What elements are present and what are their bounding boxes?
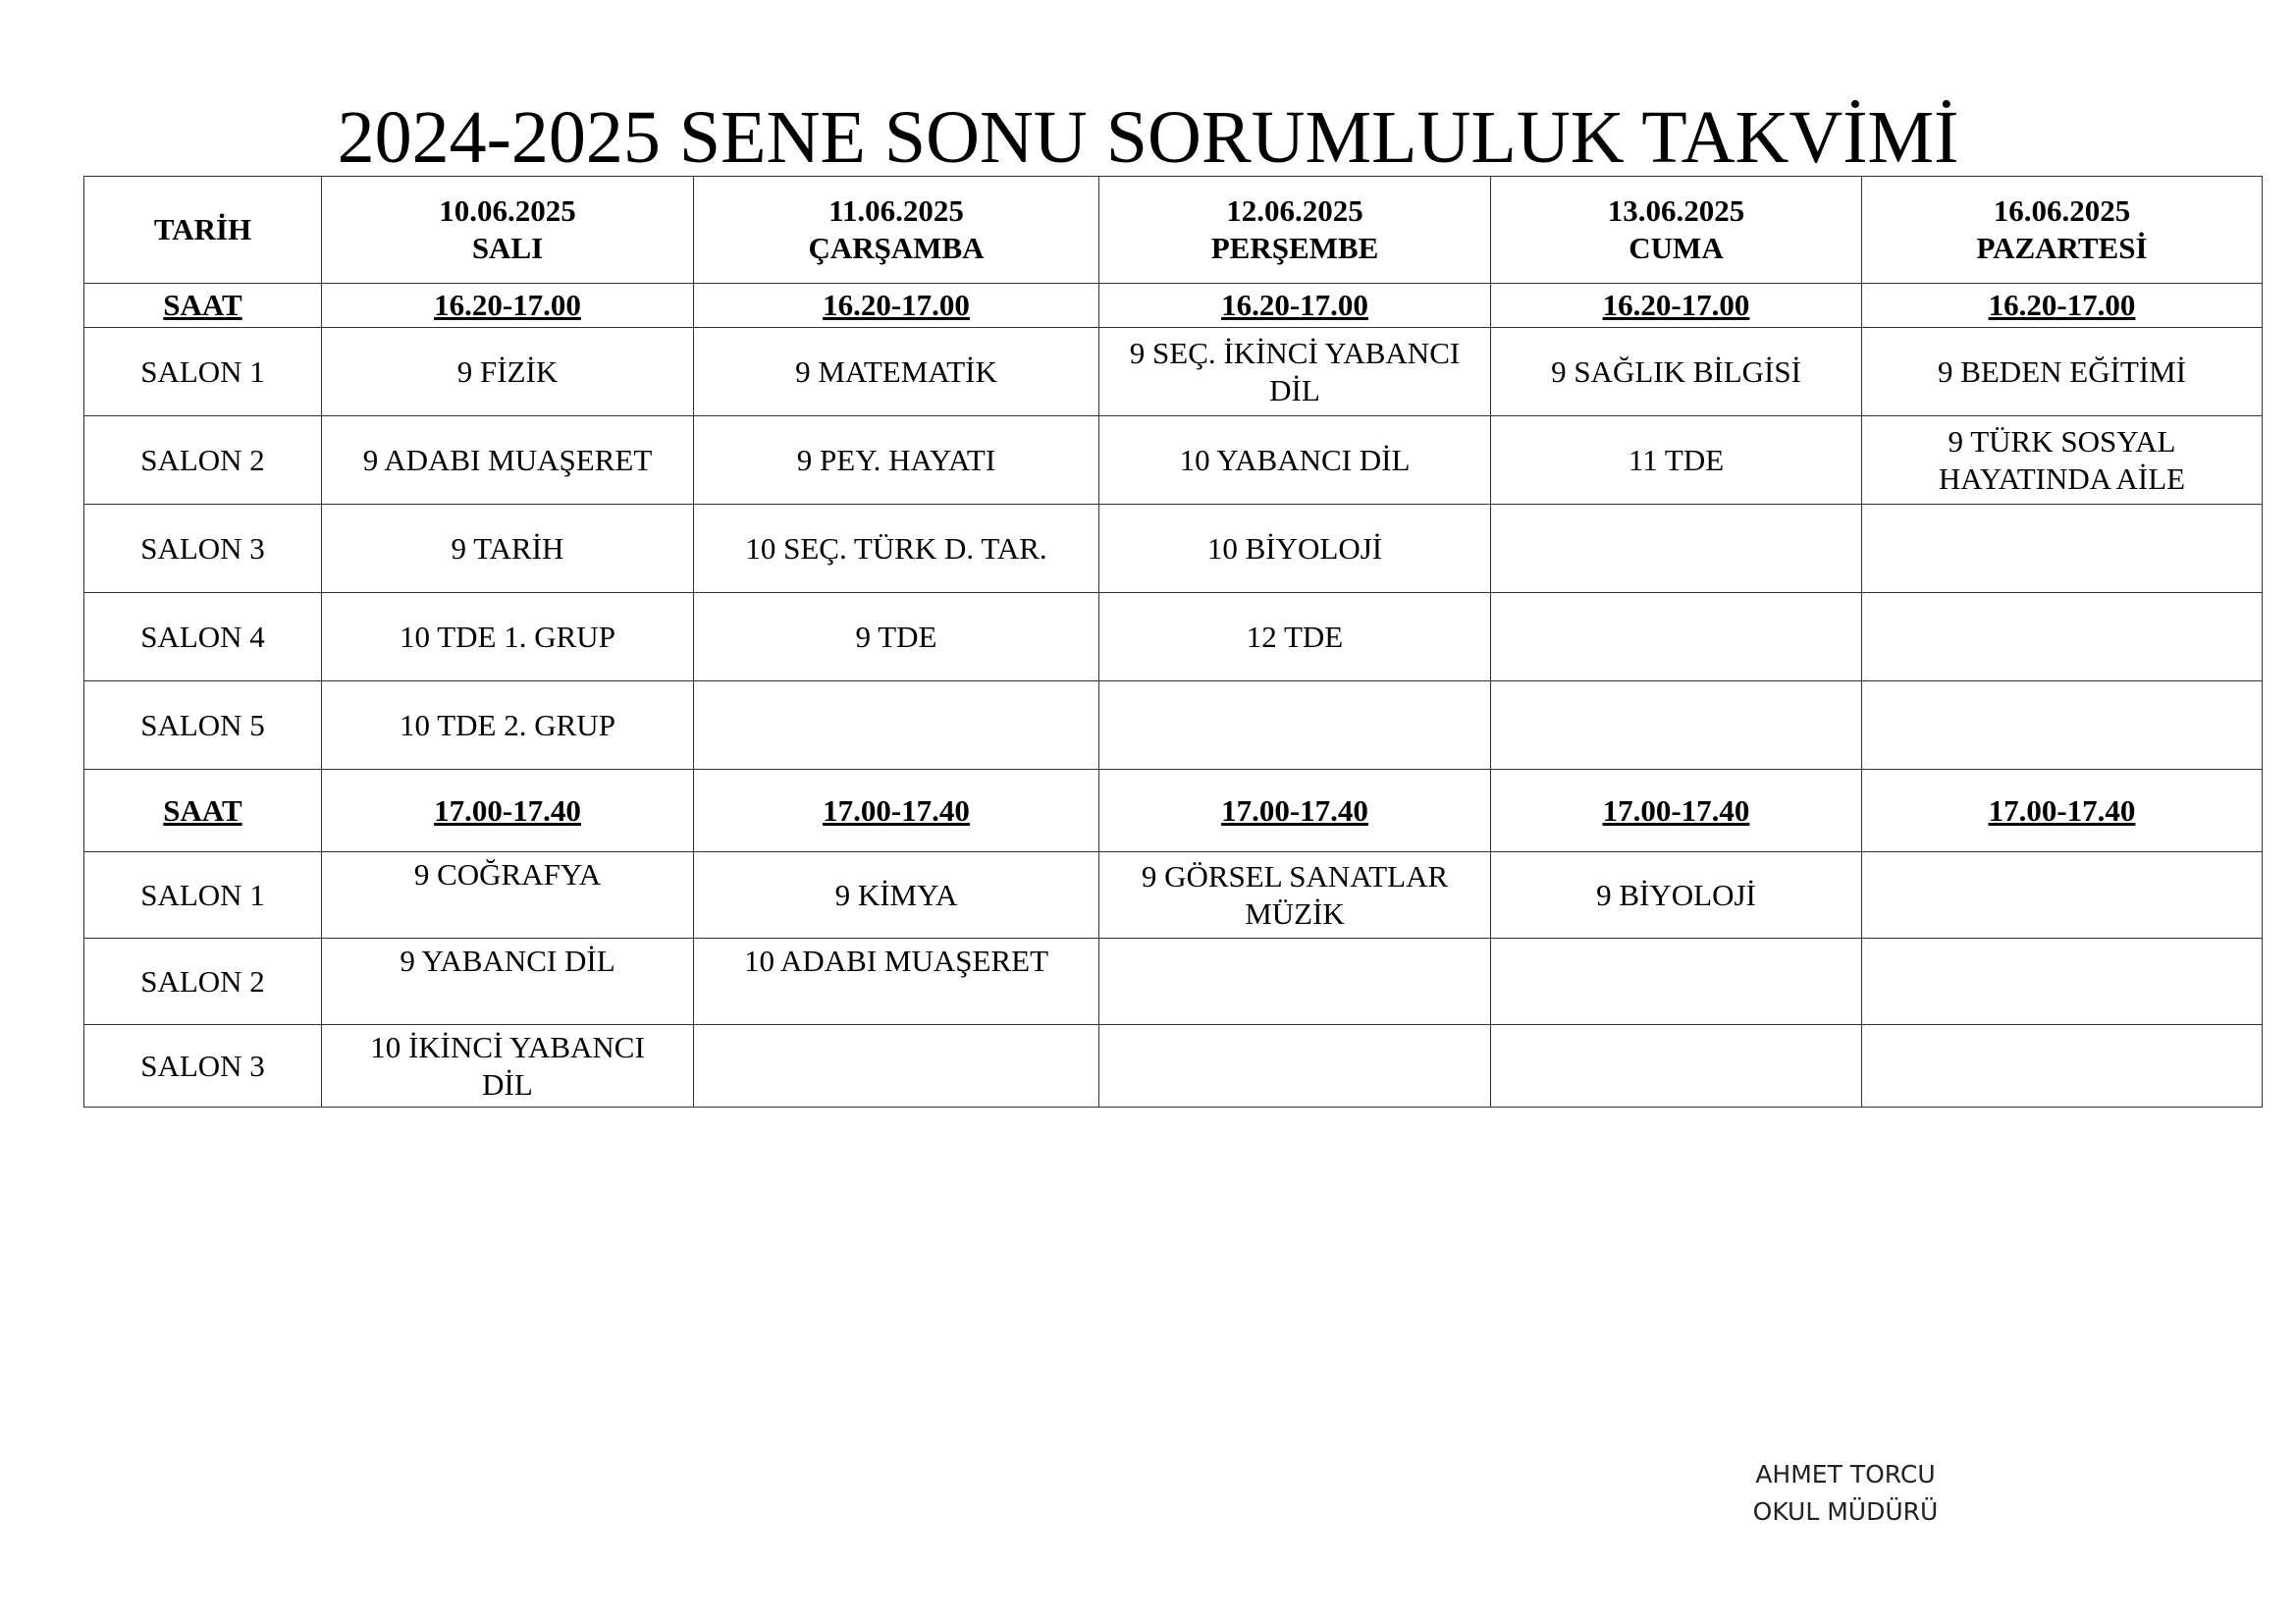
exam-line: 10 SEÇ. TÜRK D. TAR.	[745, 530, 1047, 566]
exam-cell	[1099, 852, 1491, 939]
exam-cell	[1099, 416, 1491, 505]
exam-cell	[1862, 939, 2263, 1025]
salon-label: SALON 3	[84, 505, 322, 593]
day-date: 12.06.2025	[1226, 193, 1363, 228]
day-date: 16.06.2025	[1993, 193, 2131, 228]
exam-line: 12 TDE	[1246, 619, 1344, 654]
exam-cell	[1491, 852, 1862, 939]
day-header	[694, 177, 1099, 284]
salon-label: SALON 2	[84, 416, 322, 505]
exam-line: 9 BEDEN EĞİTİMİ	[1937, 353, 2187, 389]
exam-line: DİL	[482, 1066, 533, 1102]
time-slot: 17.00-17.40	[1099, 770, 1491, 852]
salon-label: SALON 1	[84, 328, 322, 416]
exam-line: 10 TDE 2. GRUP	[400, 707, 615, 742]
day-name: CUMA	[1629, 231, 1724, 265]
exam-line: 10 TDE 1. GRUP	[400, 619, 615, 654]
time-row	[84, 770, 2263, 852]
exam-cell	[322, 328, 694, 416]
saat-label: SAAT	[84, 770, 322, 852]
salon-row	[84, 328, 2263, 416]
time-slot: 16.20-17.00	[1099, 284, 1491, 328]
exam-line: DİL	[1269, 372, 1320, 407]
day-header	[1491, 177, 1862, 284]
exam-cell	[1491, 328, 1862, 416]
exam-line: 9 TDE	[855, 619, 937, 654]
time-row	[84, 284, 2263, 328]
saat-label: SAAT	[84, 284, 322, 328]
exam-cell	[1862, 1025, 2263, 1108]
exam-cell	[694, 1025, 1099, 1108]
day-name: ÇARŞAMBA	[808, 231, 985, 265]
exam-cell	[1862, 505, 2263, 593]
exam-cell	[1099, 939, 1491, 1025]
exam-line: 10 YABANCI DİL	[1179, 442, 1411, 477]
exam-cell	[322, 593, 694, 681]
exam-line: 9 FİZİK	[456, 353, 559, 389]
time-slot: 17.00-17.40	[322, 770, 694, 852]
day-name: PERŞEMBE	[1210, 231, 1379, 265]
exam-line: 10 İKİNCİ YABANCI	[370, 1029, 645, 1064]
day-header	[1862, 177, 2263, 284]
time-slot: 17.00-17.40	[694, 770, 1099, 852]
day-date: 11.06.2025	[828, 193, 964, 228]
exam-line: 11 TDE	[1628, 442, 1725, 477]
exam-cell	[1862, 852, 2263, 939]
exam-cell	[694, 939, 1099, 1025]
exam-line: 9 BİYOLOJİ	[1596, 877, 1756, 912]
exam-line: 10 ADABI MUAŞERET	[743, 944, 1048, 978]
salon-label: SALON 3	[84, 1025, 322, 1108]
exam-line: 9 YABANCI DİL	[400, 944, 615, 978]
exam-cell	[1491, 416, 1862, 505]
tarih-label: TARİH	[84, 177, 322, 284]
exam-cell	[322, 681, 694, 770]
schedule-table	[83, 176, 2263, 1108]
salon-label: SALON 1	[84, 852, 322, 939]
exam-cell	[1491, 593, 1862, 681]
exam-cell	[1862, 681, 2263, 770]
exam-cell	[322, 939, 694, 1025]
salon-row	[84, 852, 2263, 939]
exam-cell	[322, 505, 694, 593]
exam-cell	[1491, 681, 1862, 770]
exam-line: 9 SAĞLIK BİLGİSİ	[1551, 353, 1801, 389]
signature-name: AHMET TORCU	[1755, 1460, 1936, 1489]
exam-cell	[1491, 505, 1862, 593]
exam-cell	[694, 681, 1099, 770]
day-header	[1099, 177, 1491, 284]
salon-row	[84, 681, 2263, 770]
salon-row	[84, 939, 2263, 1025]
header-row	[84, 177, 2263, 284]
exam-cell	[1491, 939, 1862, 1025]
exam-line: 9 TÜRK SOSYAL	[1948, 423, 2176, 459]
exam-line: 9 KİMYA	[834, 877, 958, 912]
page-title: 2024-2025 SENE SONU SORUMLULUK TAKVİMİ	[337, 96, 1959, 179]
exam-line: 9 TARİH	[451, 530, 564, 566]
exam-cell	[1862, 328, 2263, 416]
exam-cell	[1099, 681, 1491, 770]
signature-role: OKUL MÜDÜRÜ	[1752, 1497, 1939, 1526]
time-slot: 16.20-17.00	[1491, 284, 1862, 328]
exam-line: HAYATINDA AİLE	[1938, 460, 2186, 496]
exam-line: 9 PEY. HAYATI	[796, 442, 996, 477]
exam-cell	[1491, 1025, 1862, 1108]
exam-line: 9 MATEMATİK	[795, 353, 997, 389]
exam-cell	[322, 852, 694, 939]
exam-cell	[694, 328, 1099, 416]
salon-row	[84, 416, 2263, 505]
signature-block	[1688, 1456, 2002, 1531]
time-slot: 16.20-17.00	[694, 284, 1099, 328]
salon-row	[84, 505, 2263, 593]
exam-cell	[1862, 593, 2263, 681]
salon-label: SALON 2	[84, 939, 322, 1025]
exam-line: 9 ADABI MUAŞERET	[362, 442, 653, 477]
exam-cell	[694, 593, 1099, 681]
exam-cell	[694, 505, 1099, 593]
exam-cell	[694, 416, 1099, 505]
day-header	[322, 177, 694, 284]
exam-cell	[1862, 416, 2263, 505]
day-name: PAZARTESİ	[1976, 231, 2148, 265]
exam-line: MÜZİK	[1245, 895, 1345, 931]
exam-cell	[694, 852, 1099, 939]
exam-line: 9 GÖRSEL SANATLAR	[1141, 858, 1449, 893]
day-date: 10.06.2025	[439, 193, 576, 228]
exam-cell	[322, 1025, 694, 1108]
salon-row	[84, 593, 2263, 681]
time-slot: 17.00-17.40	[1862, 770, 2263, 852]
exam-cell	[1099, 328, 1491, 416]
exam-cell	[322, 416, 694, 505]
exam-cell	[1099, 505, 1491, 593]
exam-line: 9 SEÇ. İKİNCİ YABANCI	[1129, 335, 1461, 370]
day-name: SALI	[471, 231, 544, 265]
time-slot: 16.20-17.00	[322, 284, 694, 328]
exam-cell	[1099, 1025, 1491, 1108]
time-slot: 17.00-17.40	[1491, 770, 1862, 852]
salon-label: SALON 5	[84, 681, 322, 770]
exam-line: 9 COĞRAFYA	[413, 857, 602, 892]
exam-cell	[1099, 593, 1491, 681]
day-date: 13.06.2025	[1607, 193, 1745, 228]
salon-row	[84, 1025, 2263, 1108]
salon-label: SALON 4	[84, 593, 322, 681]
time-slot: 16.20-17.00	[1862, 284, 2263, 328]
exam-line: 10 BİYOLOJİ	[1206, 530, 1383, 566]
